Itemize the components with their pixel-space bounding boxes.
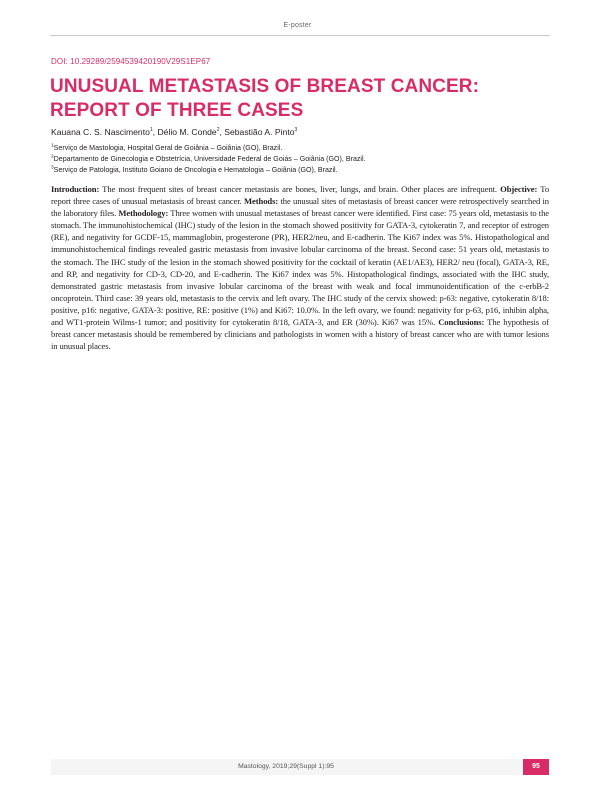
author-affiliation-mark: 3 bbox=[294, 127, 298, 134]
abstract-heading-methodology: Methodology: bbox=[118, 208, 169, 219]
abstract-heading-conclusions: Conclusions: bbox=[438, 317, 485, 328]
author-name: Kauana C. S. Nascimento bbox=[51, 127, 150, 137]
author-affiliation-mark: 2 bbox=[216, 127, 220, 134]
affiliation-text: Serviço de Mastologia, Hospital Geral de Goiânia – Goiânia (GO), Brazil. bbox=[53, 144, 283, 152]
affiliation-item bbox=[51, 143, 551, 154]
header-divider bbox=[50, 35, 550, 36]
abstract-text-methodology: Three women with unusual metastases of breast cancer were identified. First case: 75 years old, metastasis to the stomach. The immunohistochemical (IHC) study of the lesion in the stomach showed positivity for GATA-3, cytokeratin 7, and receptor of estrogen (RE), and negativity for GCDF-15, mammaglobin, progesterone (PR), HER2/neu, and E-cadherin. The Ki67 index was 5%. Histopathological and immunohistochemical findings revealed gastric metastasis from invasive lobular carcinoma of the breast. Second case: 51 years old, metastasis to the stomach. The IHC study of the lesion in the stomach showed positivity for the cocktail of keratin (AE1/AE3), HER2/ neu (focal), GATA-3, RE, and RP, and negativity for CD-3, CD-20, and E-cadherin. The Ki67 index was 5%. Histopathological findings, associated with the IHC study, demonstrated gastric metastasis from invasive lobular carcinoma of the breast with weak and focal immunoidentification of the c-erbB-2 oncoprotein. Third case: 39 years old, metastasis to the cervix and left ovary. The IHC study of the cervix showed: p-63: negative, cytokeratin 8/18: positive, p16: negative, GATA-3: positive, RE: positive (1%) and Ki67: 10.0%. In the left ovary, we found: negativity for p-63, p16, inhibin alpha, and WT1-protein Wilms-1 tumor; and positivity for cytokeratin 8/18, GATA-3, and ER (30%). Ki67 was 15%. bbox=[51, 208, 549, 328]
affiliation-mark: 3 bbox=[51, 165, 54, 171]
affiliation-text: Serviço de Patologia, Instituto Goiano de Oncologia e Hematologia – Goiânia (GO), Brazil. bbox=[53, 166, 338, 174]
affiliation-text: Departamento de Ginecologia e Obstetrícia, Universidade Federal de Goiás – Goiânia (GO), Brazil. bbox=[53, 155, 366, 163]
abstract-text-conclusions: The hypothesis of breast cancer metastasis should be remembered by clinicians and pathologists in women with a history of breast cancer who are with tumor lesions in unusual places. bbox=[51, 317, 550, 352]
running-header: E-poster bbox=[283, 22, 312, 29]
abstract-heading-methods: Methods: bbox=[244, 196, 279, 207]
abstract-text-methods: the unusual sites of metastasis of breast cancer were retrospectively searched in the laboratory files. bbox=[51, 196, 550, 219]
abstract-text-objective: To report three cases of unusual metastasis of breast cancer. bbox=[51, 184, 550, 207]
affiliation-list bbox=[51, 143, 551, 176]
author-list bbox=[51, 127, 297, 137]
affiliation-mark: 1 bbox=[51, 143, 54, 149]
author-separator: , bbox=[219, 127, 225, 137]
abstract-heading-objective: Objective: bbox=[500, 184, 538, 194]
affiliation-item bbox=[51, 165, 551, 176]
author-name: Sebastião A. Pinto bbox=[224, 127, 295, 137]
abstract-body bbox=[51, 183, 549, 352]
abstract-heading-introduction: Introduction: bbox=[51, 184, 100, 194]
doi-line[interactable]: DOI: 10.29289/2594539420190V29S1EP67 bbox=[51, 57, 211, 66]
article-title-line: REPORT OF THREE CASES bbox=[50, 100, 304, 121]
article-title bbox=[50, 75, 550, 123]
author-separator: , bbox=[152, 127, 158, 137]
affiliation-mark: 2 bbox=[51, 154, 54, 160]
author-affiliation-mark: 1 bbox=[149, 127, 153, 134]
abstract-text-introduction: The most frequent sites of breast cancer metastasis are bones, liver, lungs, and brain. Other places are infrequent. bbox=[99, 184, 501, 194]
affiliation-item bbox=[51, 154, 551, 165]
page-number-badge: 95 bbox=[523, 759, 549, 775]
author-name: Délio M. Conde bbox=[157, 127, 217, 137]
article-title-line: UNUSUAL METASTASIS OF BREAST CANCER: bbox=[50, 76, 479, 97]
footer-citation: Mastology, 2019;29(Suppl 1):95 bbox=[238, 763, 334, 770]
